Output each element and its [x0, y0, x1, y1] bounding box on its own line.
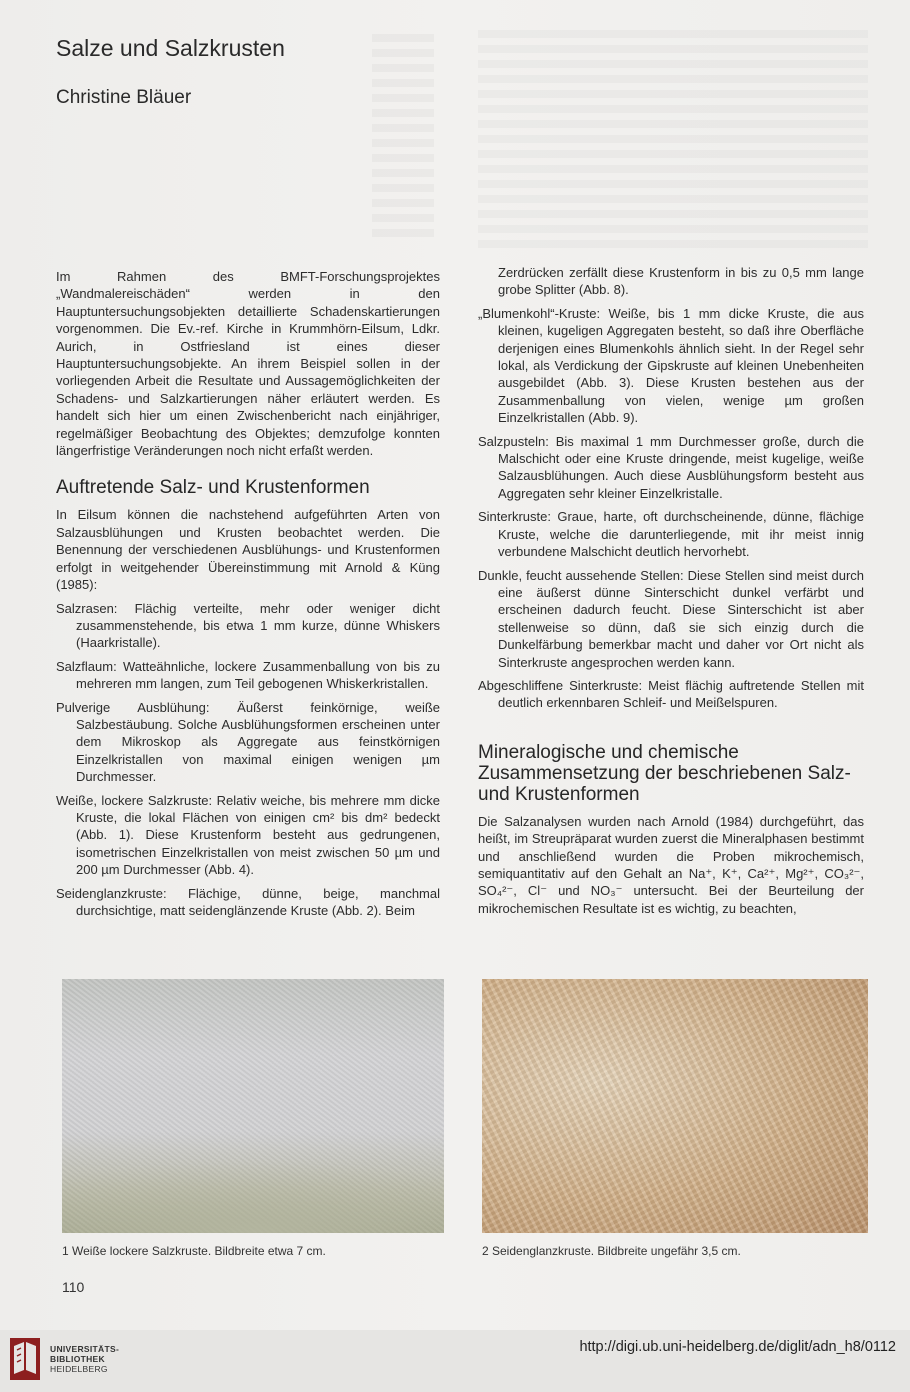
- intro-paragraph: Im Rahmen des BMFT-Forschungsprojektes „Wandmalereischäden“ werden in den Hauptuntersuchungsobjekten detaillierte Schadenskartierungen vorgenommen. Die Ev.-ref. Kirche in Krummhörn-Eilsum, Ldkr. Aurich, in Ostfriesland ist eines dieser Hauptuntersuchungsobjekte. An ihrem Beispiel sollen in der vorliegenden Arbeit die Resultate und Aussagemöglichkeiten der Schadens- und Salzkartierungen näher erläutert werden. Es handelt sich hier um einen Zwischenbericht nach einjähriger, regelmäßiger Beobachtung des Objektes; demzufolge konnten längerfristige Veränderungen noch nicht erfaßt werden.: [56, 269, 440, 459]
- show-through-text: [372, 34, 434, 244]
- definition-pulverige-ausbluehung: Pulverige Ausblühung: Äußerst feinkörnige, weiße Salzbestäubung. Solche Ausblühungsformen erscheinen unter dem Mikroskop als Aggregate aus feinstkörnigen Einzelkristallen von maximal einigen wenigen µm Durchmesser.: [56, 699, 440, 785]
- page-number: 110: [62, 1279, 85, 1295]
- definition-salzpusteln: Salzpusteln: Bis maximal 1 mm Durchmesser große, durch die Malschicht oder eine Kruste dringende, meist kugelige, weiße Salzausblühungen. Auch diese Ausblühungsform besteht aus Aggregaten sehr kleiner Einzelkristalle.: [478, 433, 864, 501]
- definition-seidenglanzkruste: Seidenglanzkruste: Flächige, dünne, beige, manchmal durchsichtige, matt seidenglänzende Kruste (Abb. 2). Beim: [56, 885, 440, 918]
- section-heading: Mineralogische und chemische Zusammensetzung der beschriebenen Salz- und Krustenformen: [478, 741, 851, 805]
- paragraph: In Eilsum können die nachstehend aufgeführten Arten von Salzausblühungen und Krusten beobachtet werden. Die Benennung der verschiedenen Ausblühungs- und Krustenformen erfolgt in weitgehender Übereinstimmung mit Arnold & Küng (1985):: [56, 507, 440, 593]
- definition-blumenkohl-kruste: „Blumenkohl“-Kruste: Weiße, bis 1 mm dicke Kruste, die aus kleinen, kugeligen Aggregaten besteht, so daß ihre Oberfläche derjenigen eines Blumenkohls ähnlich sieht. In der Regel sehr lokal, als Verdickung der Gipskruste auf kleinen Unebenheiten ausgebildet (Abb. 3). Diese Krusten bestehen aus der Zusammenballung von vielen, wenige µm großen Einzelkristallen (Abb. 9).: [478, 305, 864, 426]
- figure-1-photo: [62, 979, 444, 1233]
- right-column: [478, 264, 864, 923]
- definition-dunkle-stellen: Dunkle, feucht aussehende Stellen: Diese Stellen sind meist durch eine äußerst dünne Sinterschicht dunkel verfärbt und erscheinen dadurch feucht. Diese Sinterschicht ist aber stellenweise so dünn, daß sie sich einzig durch die Dunkelfärbung bemerkbar macht und daher vor Ort nicht als Sinterkruste angesprochen werden kann.: [478, 567, 864, 670]
- section-heading: Auftretende Salz- und Krustenformen: [56, 477, 370, 499]
- figure-1-caption: 1 Weiße lockere Salzkruste. Bildbreite etwa 7 cm.: [62, 1244, 326, 1258]
- author-name: Christine Bläuer: [56, 87, 192, 108]
- continued-text: Zerdrücken zerfällt diese Krustenform in bis zu 0,5 mm lange grobe Splitter (Abb. 8).: [498, 265, 864, 298]
- left-column: [56, 268, 440, 925]
- definition-abgeschliffene-sinterkruste: Abgeschliffene Sinterkruste: Meist flächig auftretende Stellen mit deutlich erkennbaren Schleif- und Meißelspuren.: [478, 677, 864, 711]
- show-through-text: [478, 30, 868, 250]
- definition-salzflaum: Salzflaum: Watteähnliche, lockere Zusammenballung von bis zu mehreren mm langen, zum Teil gebogenen Whiskerkristallen.: [56, 658, 440, 692]
- definition-sinterkruste: Sinterkruste: Graue, harte, oft durchscheinende, dünne, flächige Kruste, welche die darunterliegende, mit ihr meist innig verbundene Malschicht deutlich hervorhebt.: [478, 509, 864, 560]
- figure-2-photo: [482, 979, 868, 1233]
- definition-weisse-salzkruste: Weiße, lockere Salzkruste: Relativ weiche, bis mehrere mm dicke Kruste, die lokal Flächen von einigen cm² bis dm² bedeckt (Abb. 1). Diese Krustenform besteht aus gedrungenen, isometrischen Einzelkristallen von meist zwischen 50 µm und 200 µm Durchmesser (Abb. 4).: [56, 792, 440, 878]
- figure-2-caption: 2 Seidenglanzkruste. Bildbreite ungefähr 3,5 cm.: [482, 1244, 741, 1258]
- page-url-link[interactable]: http://digi.ub.uni-heidelberg.de/diglit/adn_h8/0112: [579, 1339, 896, 1355]
- library-logo-icon: [8, 1336, 42, 1382]
- definition-salzrasen: Salzrasen: Flächig verteilte, mehr oder weniger dicht zusammenstehende, bis etwa 1 mm kurze, dünne Whiskers (Haarkristalle).: [56, 600, 440, 651]
- library-name: UNIVERSITÄTS- BIBLIOTHEK HEIDELBERG: [50, 1344, 120, 1374]
- article-title: Salze und Salzkrusten: [56, 35, 285, 61]
- paragraph: Die Salzanalysen wurden nach Arnold (1984) durchgeführt, das heißt, im Streupräparat wurden zuerst die Mineralphasen bestimmt und anschließend wurden die Proben mikrochemisch, semiquantitativ auf den Gehalt an Na⁺, K⁺, Ca²⁺, Mg²⁺, CO₃²⁻, SO₄²⁻, Cl⁻ und NO₃⁻ untersucht. Bei der Beurteilung der mikrochemischen Resultate ist es wichtig, zu beachten,: [478, 813, 864, 916]
